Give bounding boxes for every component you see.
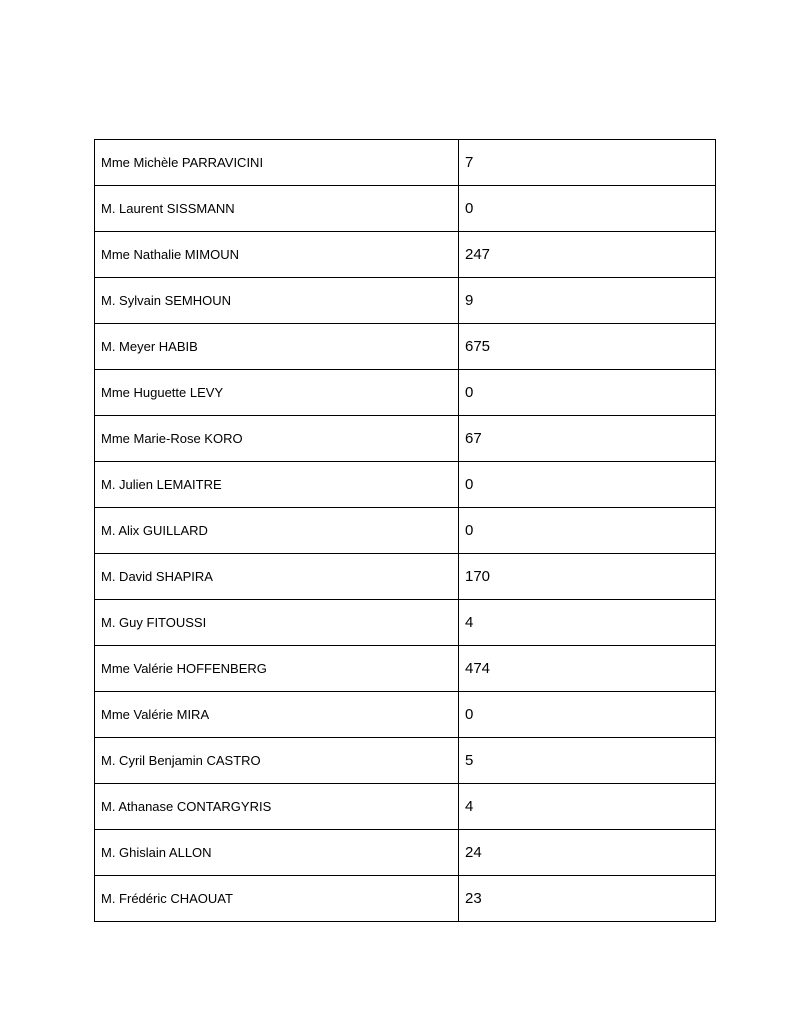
candidate-name-cell: M. Laurent SISSMANN	[95, 186, 459, 232]
candidate-name-cell: Mme Valérie MIRA	[95, 692, 459, 738]
candidate-name-cell: M. David SHAPIRA	[95, 554, 459, 600]
candidate-value-cell: 9	[459, 278, 716, 324]
table-row	[95, 416, 716, 462]
candidate-value-cell: 0	[459, 692, 716, 738]
candidate-value-cell: 4	[459, 600, 716, 646]
table-row	[95, 830, 716, 876]
table-row	[95, 370, 716, 416]
candidate-value-cell: 0	[459, 462, 716, 508]
candidate-value-cell: 23	[459, 876, 716, 922]
candidate-name-cell: M. Alix GUILLARD	[95, 508, 459, 554]
table-row	[95, 784, 716, 830]
table-row	[95, 140, 716, 186]
candidate-name-cell: M. Julien LEMAITRE	[95, 462, 459, 508]
candidate-value-cell: 247	[459, 232, 716, 278]
candidate-name-cell: M. Ghislain ALLON	[95, 830, 459, 876]
table-row	[95, 278, 716, 324]
candidate-value-cell: 7	[459, 140, 716, 186]
candidate-name-cell: Mme Nathalie MIMOUN	[95, 232, 459, 278]
candidate-value-cell: 0	[459, 186, 716, 232]
table-row	[95, 876, 716, 922]
table-row	[95, 324, 716, 370]
candidate-value-cell: 170	[459, 554, 716, 600]
candidate-name-cell: M. Sylvain SEMHOUN	[95, 278, 459, 324]
candidate-name-cell: M. Frédéric CHAOUAT	[95, 876, 459, 922]
candidate-value-cell: 474	[459, 646, 716, 692]
candidate-value-cell: 675	[459, 324, 716, 370]
table-row	[95, 186, 716, 232]
table-row	[95, 462, 716, 508]
candidate-name-cell: M. Athanase CONTARGYRIS	[95, 784, 459, 830]
candidate-value-cell: 0	[459, 370, 716, 416]
table-row	[95, 232, 716, 278]
candidate-value-cell: 5	[459, 738, 716, 784]
candidate-name-cell: M. Meyer HABIB	[95, 324, 459, 370]
candidate-name-cell: Mme Michèle PARRAVICINI	[95, 140, 459, 186]
candidate-name-cell: M. Guy FITOUSSI	[95, 600, 459, 646]
candidate-value-cell: 24	[459, 830, 716, 876]
table-body	[95, 140, 716, 922]
candidates-table	[94, 139, 716, 922]
table-row	[95, 692, 716, 738]
candidate-name-cell: M. Cyril Benjamin CASTRO	[95, 738, 459, 784]
candidate-value-cell: 67	[459, 416, 716, 462]
candidate-value-cell: 4	[459, 784, 716, 830]
candidate-name-cell: Mme Huguette LEVY	[95, 370, 459, 416]
table-row	[95, 600, 716, 646]
table-row	[95, 738, 716, 784]
candidate-value-cell: 0	[459, 508, 716, 554]
candidate-name-cell: Mme Marie-Rose KORO	[95, 416, 459, 462]
candidate-name-cell: Mme Valérie HOFFENBERG	[95, 646, 459, 692]
table-row	[95, 646, 716, 692]
table-row	[95, 554, 716, 600]
table-row	[95, 508, 716, 554]
